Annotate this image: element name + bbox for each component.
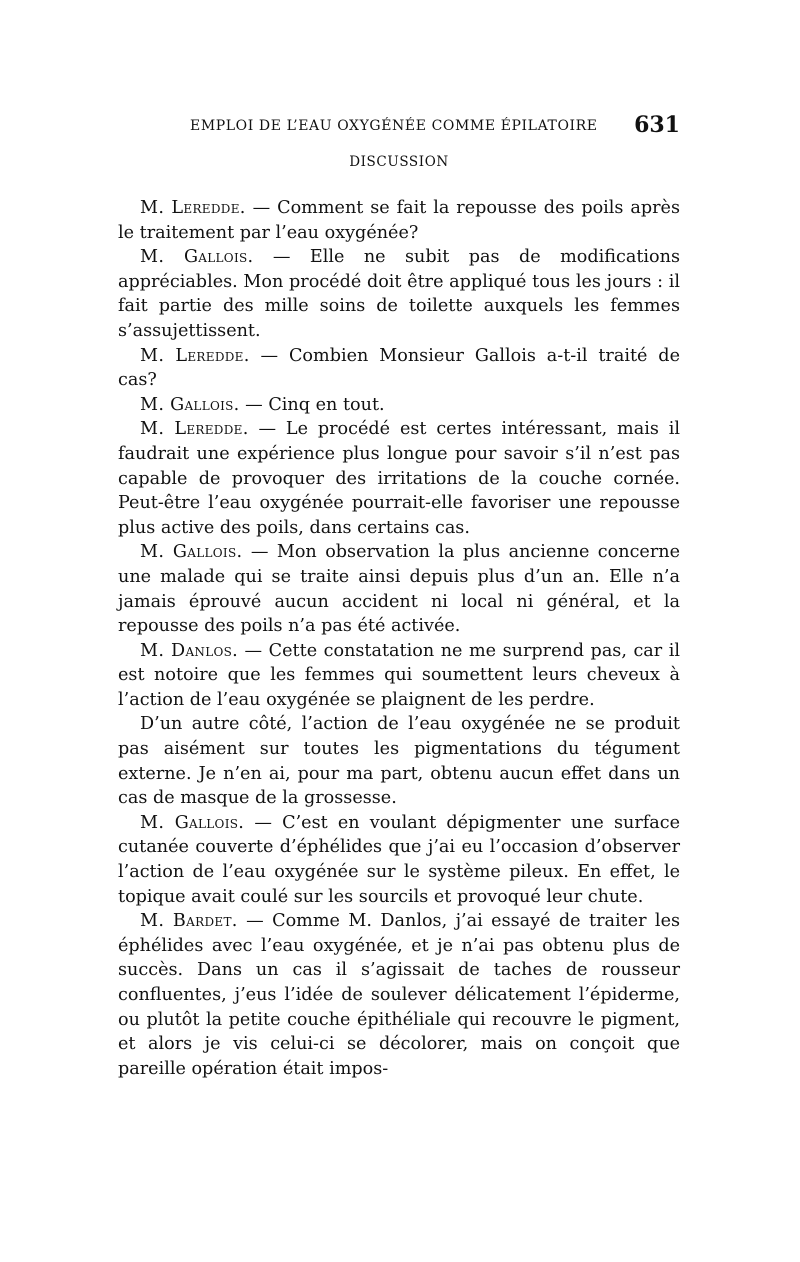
book-page <box>118 112 680 1081</box>
paragraph <box>118 811 680 909</box>
paragraph <box>118 344 680 393</box>
paragraph-text: — Cinq en tout. <box>239 394 385 415</box>
speaker-name: M. Gallois. <box>140 247 254 268</box>
speaker-name: M. Bardet. <box>140 911 238 932</box>
paragraph <box>118 712 680 810</box>
speaker-name: M. Leredde. <box>140 198 246 218</box>
speaker-name: M. Leredde. <box>140 345 250 366</box>
page-number: 631 <box>634 112 680 138</box>
paragraph-text: — Elle ne subit pas de modifications appréciables. Mon procédé doit être appliqué tous les jours : il fait partie des mille soins de toilette auxquels les femmes s’assujettissent. <box>118 247 680 341</box>
paragraph-text: — Mon observation la plus ancienne concerne une malade qui se traite ainsi depuis plus d’un an. Elle n’a jamais éprouvé aucun accident ni local ni général, et la repousse des poils n’a pas été activée. <box>118 542 680 637</box>
paragraph <box>118 417 680 540</box>
speaker-name: M. Leredde. <box>140 419 249 440</box>
paragraph-text: D’un autre côté, l’action de l’eau oxygénée ne se produit pas aisément sur toutes les pigmentations du tégument externe. Je n’en ai, pour ma part, obtenu aucun effet dans un cas de masque de la grossesse. <box>118 714 680 809</box>
paragraph-text: — Comme M. Danlos, j’ai essayé de traiter les éphélides avec l’eau oxygénée, et je n’ai pas obtenu plus de succès. Dans un cas il s’agissait de taches de rousseur confluentes, j’eus l’idée de soulever délicatement l’épiderme, ou plutôt la petite couche épithéliale qui recouvre le pigment, et alors je vis celui-ci se décolorer, mais on conçoit que pareille opération était impos- <box>118 911 681 1079</box>
paragraph <box>118 393 680 418</box>
speaker-name: M. Gallois. <box>140 812 245 833</box>
paragraph <box>118 639 680 713</box>
speaker-name: M. Danlos. <box>140 640 239 661</box>
paragraph-text: — Combien Monsieur Gallois a-t-il traité de cas? <box>118 345 680 391</box>
speaker-name: M. Gallois. <box>140 542 243 563</box>
section-title: DISCUSSION <box>349 154 449 170</box>
paragraph <box>118 540 680 638</box>
paragraph-text: — Le procédé est certes intéressant, mais il faudrait une expérience plus longue pour savoir s’il n’est pas capable de provoquer des irritations de la couche cornée. Peut-être l’eau oxygénée pourrait-elle favoriser une repousse plus active des poils, dans certains cas. <box>118 419 680 538</box>
paragraph-text: — C’est en voulant dépigmenter une surface cutanée couverte d’éphélides que j’ai eu l’occasion d’observer l’action de l’eau oxygénée sur le système pileux. En effet, le topique avait coulé sur les sourcils et provoqué leur chute. <box>118 812 680 907</box>
paragraph-text: — Comment se fait la repousse des poils après le traitement par l’eau oxygénée? <box>118 198 680 243</box>
paragraph <box>118 909 680 1081</box>
speaker-name: M. Gallois. <box>140 394 240 415</box>
paragraph <box>118 245 680 343</box>
running-title: EMPLOI DE L’EAU OXYGÉNÉE COMME ÉPILATOIRE <box>190 118 598 134</box>
discussion-body <box>118 196 680 1081</box>
paragraph <box>118 196 680 245</box>
running-header <box>118 112 680 144</box>
paragraph-text: — Cette constatation ne me surprend pas, car il est notoire que les femmes qui soumettent leurs cheveux à l’action de l’eau oxygénée se plaignent de les perdre. <box>118 640 680 710</box>
